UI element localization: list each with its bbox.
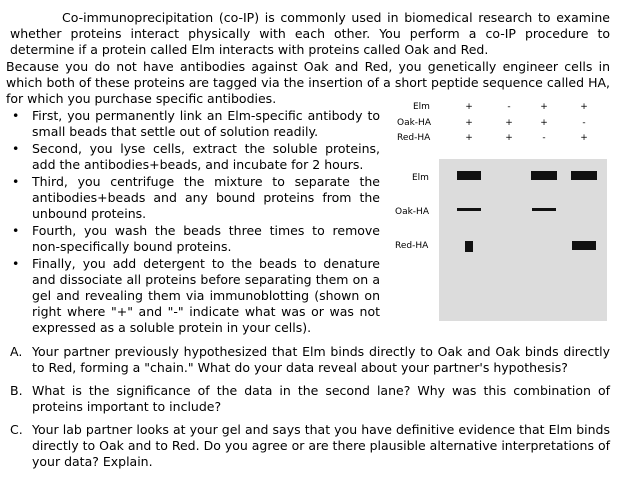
band-elm-lane-3 bbox=[531, 171, 557, 180]
lane-sign: - bbox=[542, 133, 546, 143]
lane-sign: + bbox=[540, 102, 548, 112]
lane-sign: + bbox=[580, 102, 588, 112]
bullet: • bbox=[12, 223, 20, 238]
step-text: Fourth, you wash the beads three times to remove non-specifically bound proteins. bbox=[32, 223, 380, 254]
immunoblot-figure bbox=[385, 98, 615, 320]
band-elm-lane-4 bbox=[571, 171, 597, 180]
question-text: What is the significance of the data in the second lane? Why was this combination of proteins important to include? bbox=[32, 383, 610, 414]
lane-sign: + bbox=[465, 118, 473, 128]
bullet: • bbox=[12, 256, 20, 271]
lane-sign: + bbox=[465, 102, 473, 112]
band-elm-lane-1 bbox=[457, 171, 481, 180]
step-text: First, you permanently link an Elm-specific antibody to small beads that settle out of solution readily. bbox=[32, 108, 380, 139]
lane-sign: + bbox=[465, 133, 473, 143]
question-item bbox=[6, 344, 610, 376]
gel-blot bbox=[439, 159, 607, 321]
step-item bbox=[6, 141, 380, 173]
lane-sign: + bbox=[540, 118, 548, 128]
question-text: Your lab partner looks at your gel and says that you have definitive evidence that Elm binds directly to Oak and to Red. Do you agree or are there plausible alternative interpretations of your data? Explain. bbox=[32, 422, 610, 469]
step-item bbox=[6, 174, 380, 222]
band-redha-lane-4 bbox=[572, 241, 596, 250]
condition-label-red: Red-HA bbox=[397, 133, 431, 143]
step-item bbox=[6, 223, 380, 255]
bullet: • bbox=[12, 174, 20, 189]
question-letter: A. bbox=[10, 344, 23, 359]
step-text: Second, you lyse cells, extract the soluble proteins, add the antibodies+beads, and incubate for 2 hours. bbox=[32, 141, 380, 172]
band-oakha-lane-1 bbox=[457, 208, 481, 211]
band-label-oak: Oak-HA bbox=[395, 207, 429, 217]
question-text: Your partner previously hypothesized that Elm binds directly to Oak and Oak binds directly to Red, forming a "chain." What do your data reveal about your partner's hypothesis? bbox=[32, 344, 610, 375]
question-letter: C. bbox=[10, 422, 23, 437]
bullet: • bbox=[12, 141, 20, 156]
question-item bbox=[6, 422, 610, 470]
band-label-elm: Elm bbox=[412, 173, 429, 183]
step-text: Finally, you add detergent to the beads to denature and dissociate all proteins before separating them on a gel and revealing them via immunoblotting (shown on right where "+" and "-" indicate what was or was not expressed as a soluble protein in your cells). bbox=[32, 256, 380, 335]
band-redha-lane-1 bbox=[465, 241, 473, 252]
procedure-steps bbox=[6, 108, 380, 337]
lane-sign: + bbox=[505, 133, 513, 143]
step-text: Third, you centrifuge the mixture to separate the antibodies+beads and any bound proteins from the unbound proteins. bbox=[32, 174, 380, 221]
question-list bbox=[6, 344, 610, 477]
intro-paragraph: Co-immunoprecipitation (co-IP) is commonly used in biomedical research to examine whether proteins interact physically with each other. You perform a co-IP procedure to determine if a protein called Elm interacts with proteins called Oak and Red. bbox=[10, 10, 610, 57]
bullet: • bbox=[12, 108, 20, 123]
lane-sign: + bbox=[580, 133, 588, 143]
step-item bbox=[6, 256, 380, 336]
condition-label-oak: Oak-HA bbox=[397, 118, 431, 128]
methods-paragraph: Because you do not have antibodies against Oak and Red, you genetically engineer cells in which both of these proteins are tagged via the insertion of a short peptide sequence called HA, for which you purchase specific antibodies. bbox=[6, 59, 610, 106]
lane-sign: + bbox=[505, 118, 513, 128]
question-letter: B. bbox=[10, 383, 23, 398]
question-item bbox=[6, 383, 610, 415]
band-oakha-lane-3 bbox=[532, 208, 556, 211]
lane-sign: - bbox=[507, 102, 511, 112]
band-label-red: Red-HA bbox=[395, 241, 429, 251]
step-item bbox=[6, 108, 380, 140]
lane-sign: - bbox=[582, 118, 586, 128]
condition-label-elm: Elm bbox=[413, 102, 430, 112]
